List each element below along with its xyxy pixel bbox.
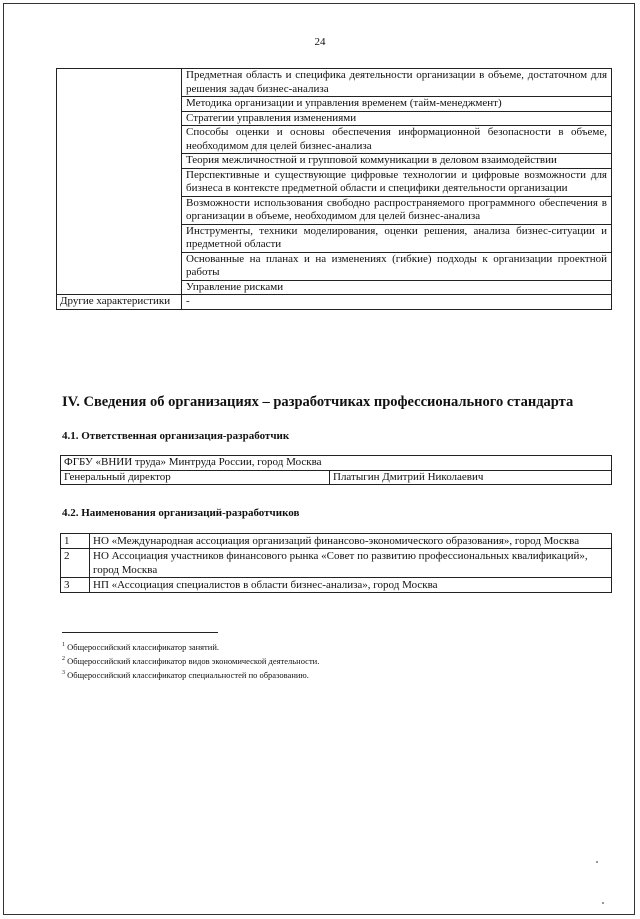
footnote: $^1$ Общероссийский классификатор занятий. xyxy=(62,641,219,652)
subsection-4-2-title: 4.2. Наименования организаций-разработчиков xyxy=(62,507,300,519)
scan-speck xyxy=(602,902,604,904)
footnote: $^3$ Общероссийский классификатор специальностей по образованию. xyxy=(62,669,309,680)
table-row xyxy=(61,534,612,549)
developer-number: 2 xyxy=(61,549,90,578)
other-characteristics-value: - xyxy=(182,295,612,310)
knowledge-item: Управление рисками xyxy=(182,280,612,295)
director-name: Платыгин Дмитрий Николаевич xyxy=(330,470,612,485)
empty-label-cell xyxy=(57,69,182,295)
developer-number: 1 xyxy=(61,534,90,549)
organization-name: ФГБУ «ВНИИ труда» Минтруда России, город Москва xyxy=(61,456,612,471)
scan-speck xyxy=(596,861,598,863)
footnote-divider xyxy=(62,632,218,633)
knowledge-item: Перспективные и существующие цифровые технологии и цифровые возможности для бизнеса в контексте предметной области и специфики деятельности организации xyxy=(182,168,612,196)
knowledge-item: Предметная область и специфика деятельности организации в объеме, достаточном для решения задач бизнес-анализа xyxy=(182,69,612,97)
other-characteristics-label: Другие характеристики xyxy=(57,295,182,310)
table-row xyxy=(61,470,612,485)
table-row xyxy=(57,69,612,97)
knowledge-item: Стратегии управления изменениями xyxy=(182,111,612,126)
developers-table xyxy=(60,533,612,593)
knowledge-item: Инструменты, техники моделирования, оценки решения, анализа бизнес-ситуации и предметной области xyxy=(182,224,612,252)
page-number: 24 xyxy=(314,36,326,48)
footnote: $^2$ Общероссийский классификатор видов экономической деятельности. xyxy=(62,655,320,666)
knowledge-item: Основанные на планах и на изменениях (гибкие) подходы к организации проектной работы xyxy=(182,252,612,280)
director-role: Генеральный директор xyxy=(61,470,330,485)
knowledge-item: Теория межличностной и групповой коммуникации в деловом взаимодействии xyxy=(182,154,612,169)
knowledge-item: Методика организации и управления временем (тайм-менеджмент) xyxy=(182,97,612,112)
section-iv-title: IV. Сведения об организациях – разработчиках профессионального стандарта xyxy=(62,394,574,410)
knowledge-item: Способы оценки и основы обеспечения информационной безопасности в объеме, необходимом для целей бизнес-анализа xyxy=(182,126,612,154)
developer-name: НО Ассоциация участников финансового рынка «Совет по развитию профессиональных квалификаций», город Москва xyxy=(90,549,612,578)
responsible-organization-table xyxy=(60,455,612,485)
knowledge-table xyxy=(56,68,612,310)
developer-name: НО «Международная ассоциация организаций финансово-экономического образования», город Москва xyxy=(90,534,612,549)
developer-number: 3 xyxy=(61,578,90,593)
developer-name: НП «Ассоциация специалистов в области бизнес-анализа», город Москва xyxy=(90,578,612,593)
table-row xyxy=(61,549,612,578)
table-row xyxy=(57,295,612,310)
table-row xyxy=(61,578,612,593)
table-row xyxy=(61,456,612,471)
footnotes xyxy=(62,639,319,680)
subsection-4-1-title: 4.1. Ответственная организация-разработчик xyxy=(62,430,290,442)
knowledge-item: Возможности использования свободно распространяемого программного обеспечения в организации в объеме, необходимом для целей бизнес-анализа xyxy=(182,196,612,224)
